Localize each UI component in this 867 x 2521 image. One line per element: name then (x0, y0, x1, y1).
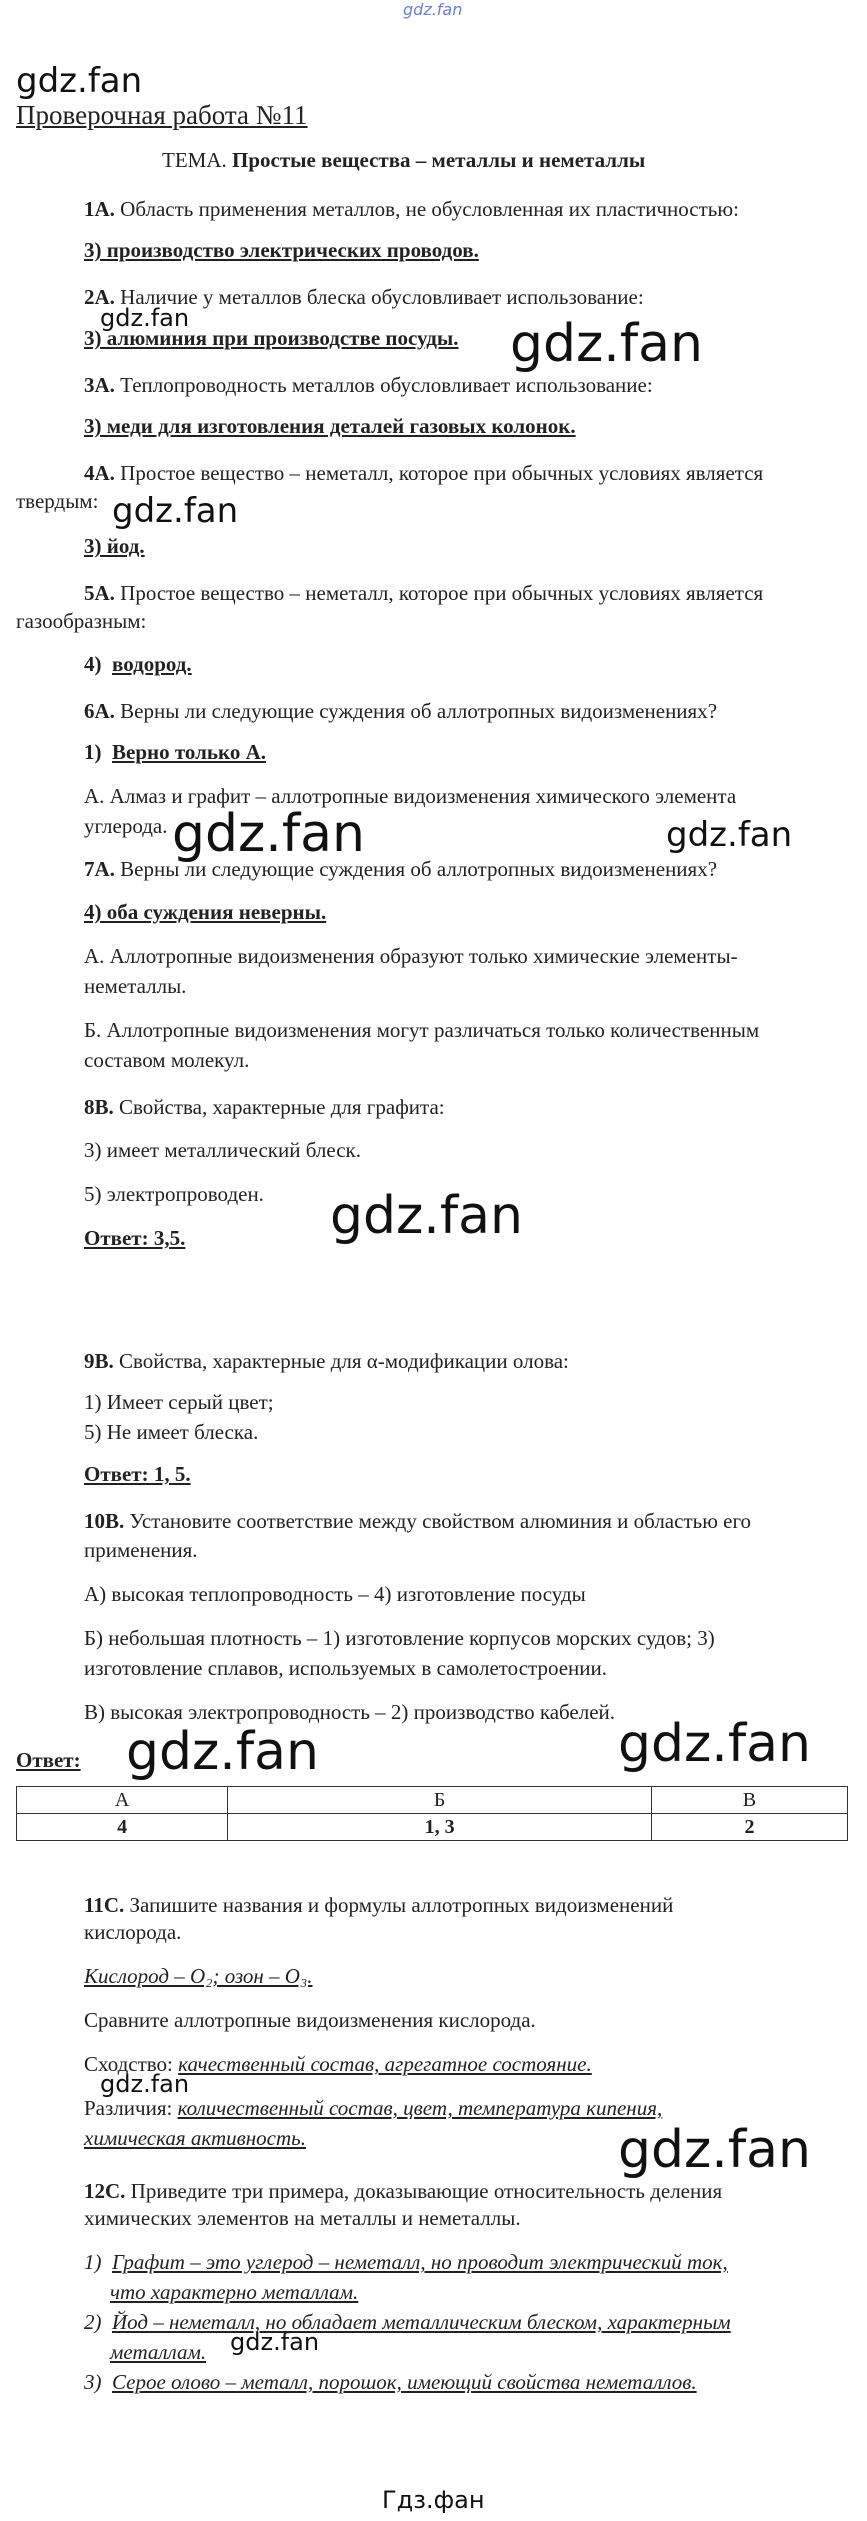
table-cell: 4 (17, 1814, 228, 1841)
question-4-cont: твердым: (16, 489, 99, 513)
question-number: 12С. (84, 2179, 126, 2203)
table-header-row (17, 1787, 848, 1814)
watermark-top: gdz.fan (403, 0, 463, 19)
question-text: Простое вещество – неметалл, которое при обычных условиях является (120, 581, 764, 605)
question-text: Приведите три примера, доказывающие относительность деления (130, 2179, 723, 2203)
topic-line (162, 148, 645, 173)
match-a: А) высокая теплопроводность – 4) изготовление посуды (84, 1582, 586, 1606)
match-c: В) высокая электропроводность – 2) производство кабелей. (84, 1700, 616, 1724)
example-1-cont: что характерно металлам. (110, 2280, 359, 2304)
answer-text: водород. (112, 652, 192, 676)
question-text: Свойства, характерные для α-модификации олова: (119, 1349, 569, 1373)
topic-label: ТЕМА. (162, 148, 227, 172)
example-1 (84, 2250, 728, 2275)
difference-line (84, 2096, 662, 2121)
example-text: Серое олово – металл, порошок, имеющий свойства неметаллов. (112, 2370, 697, 2394)
question-number: 6А. (84, 699, 115, 723)
example-text: Йод – неметалл, но обладает металлическим блеском, характерным (112, 2310, 731, 2334)
question-text: Верны ли следующие суждения об аллотропных видоизменениях? (120, 857, 718, 881)
example-2-cont: металлам. (110, 2340, 207, 2364)
example-3 (84, 2370, 697, 2395)
answer-5 (84, 652, 192, 677)
watermark: gdz.fan (100, 2070, 190, 2098)
similarity-line (84, 2052, 592, 2077)
answer-3: 3) меди для изготовления деталей газовых колонок. (84, 414, 576, 438)
question-12-cont: химических элементов на металлы и неметаллы. (84, 2206, 521, 2230)
question-number: 1А. (84, 197, 115, 221)
difference-label: Различия: (84, 2096, 173, 2120)
match-b-cont: изготовление сплавов, используемых в самолетостроении. (84, 1656, 608, 1680)
example-number: 1) (84, 2250, 102, 2274)
question-3 (84, 370, 653, 400)
watermark: gdz.fan (618, 2120, 811, 2180)
option: 5) электропроводен. (84, 1182, 264, 1206)
option: 5) Не имеет блеска. (84, 1420, 259, 1444)
table-cell: 1, 3 (228, 1814, 652, 1841)
question-5-cont: газообразным: (16, 609, 147, 633)
table-row (17, 1814, 848, 1841)
answer-number: 1) (84, 740, 102, 764)
question-7 (84, 854, 717, 884)
statement-a: А. Алмаз и графит – аллотропные видоизменения химического элемента (84, 784, 737, 808)
question-text: Теплопроводность металлов обусловливает использование: (120, 373, 653, 397)
statement-b-cont: составом молекул. (84, 1048, 250, 1072)
watermark: gdz.fan (330, 1186, 523, 1246)
difference-cont: химическая активность. (84, 2126, 306, 2150)
topic-text: Простые вещества – металлы и неметаллы (232, 148, 646, 172)
question-6 (84, 696, 717, 726)
statement-b: Б. Аллотропные видоизменения могут различаться только количественным (84, 1018, 760, 1042)
table-cell: 2 (651, 1814, 847, 1841)
question-1 (84, 194, 739, 224)
answer-text: Верно только А. (112, 740, 266, 764)
question-11-cont: кислорода. (84, 1920, 182, 1944)
answer-8: Ответ: 3,5. (84, 1226, 186, 1250)
table-header-cell: Б (228, 1787, 652, 1814)
answer-6 (84, 740, 266, 765)
table-header-cell: А (17, 1787, 228, 1814)
question-12 (84, 2176, 722, 2206)
compare-prompt: Сравните аллотропные видоизменения кислорода. (84, 2008, 536, 2032)
question-text: Верны ли следующие суждения об аллотропных видоизменениях? (120, 699, 718, 723)
example-2 (84, 2310, 731, 2335)
question-text: Простое вещество – неметалл, которое при обычных условиях является (120, 461, 764, 485)
question-text: Наличие у металлов блеска обусловливает использование: (120, 285, 644, 309)
watermark: gdz.fan (126, 1722, 319, 1782)
question-number: 2А. (84, 285, 115, 309)
answer-table (16, 1786, 848, 1841)
answer-2: 3) алюминия при производстве посуды. (84, 326, 459, 350)
answer-number: 4) (84, 652, 102, 676)
question-number: 8В. (84, 1095, 114, 1119)
answer-7: 4) оба суждения неверны. (84, 900, 327, 924)
watermark: gdz.fan (16, 61, 143, 101)
table-header-cell: В (651, 1787, 847, 1814)
option: 1) Имеет серый цвет; (84, 1390, 274, 1414)
difference-text: количественный состав, цвет, температура кипения, (177, 2096, 663, 2120)
worksheet-title: Проверочная работа №11 (16, 100, 308, 130)
watermark: gdz.fan (172, 804, 365, 864)
watermark-footer: Гдз.фан (382, 2486, 485, 2514)
question-9 (84, 1346, 569, 1376)
example-number: 3) (84, 2370, 102, 2394)
watermark: gdz.fan (618, 1714, 811, 1774)
watermark: gdz.fan (510, 314, 703, 374)
statement-a-cont: углерода. (84, 814, 168, 838)
question-2 (84, 282, 644, 312)
example-number: 2) (84, 2310, 102, 2334)
formula-answer: Кислород – O₂; озон – O₃. (84, 1964, 313, 1988)
question-text: Область применения металлов, не обусловленная их пластичностью: (120, 197, 739, 221)
question-text: Установите соответствие между свойством алюминия и областью его (129, 1509, 752, 1533)
watermark: gdz.fan (230, 2328, 320, 2356)
watermark: gdz.fan (100, 304, 190, 332)
statement-a: А. Аллотропные видоизменения образуют только химические элементы- (84, 944, 738, 968)
question-number: 3А. (84, 373, 115, 397)
answer-10-label: Ответ: (16, 1748, 81, 1772)
watermark: gdz.fan (112, 491, 239, 531)
answer-1: 3) производство электрических проводов. (84, 238, 479, 262)
question-number: 10В. (84, 1509, 125, 1533)
question-10-cont: применения. (84, 1538, 198, 1562)
question-text: Запишите названия и формулы аллотропных видоизменений (129, 1893, 674, 1917)
question-number: 11С. (84, 1893, 125, 1917)
similarity-label: Сходство: (84, 2052, 173, 2076)
match-b: Б) небольшая плотность – 1) изготовление корпусов морских судов; 3) (84, 1626, 715, 1650)
question-number: 7А. (84, 857, 115, 881)
question-5 (84, 578, 763, 608)
answer-table-wrap (16, 1786, 848, 1841)
option: 3) имеет металлический блеск. (84, 1138, 361, 1162)
question-8 (84, 1092, 445, 1122)
question-text: Свойства, характерные для графита: (119, 1095, 445, 1119)
answer-9: Ответ: 1, 5. (84, 1462, 191, 1486)
question-number: 4А. (84, 461, 115, 485)
similarity-text: качественный состав, агрегатное состояние. (178, 2052, 592, 2076)
statement-a-cont: неметаллы. (84, 974, 187, 998)
question-number: 5А. (84, 581, 115, 605)
answer-4: 3) йод. (84, 534, 145, 558)
question-11 (84, 1890, 673, 1920)
question-number: 9В. (84, 1349, 114, 1373)
question-10 (84, 1506, 751, 1536)
example-text: Графит – это углерод – неметалл, но проводит электрический ток, (112, 2250, 728, 2274)
question-4 (84, 458, 763, 488)
watermark: gdz.fan (666, 815, 793, 855)
